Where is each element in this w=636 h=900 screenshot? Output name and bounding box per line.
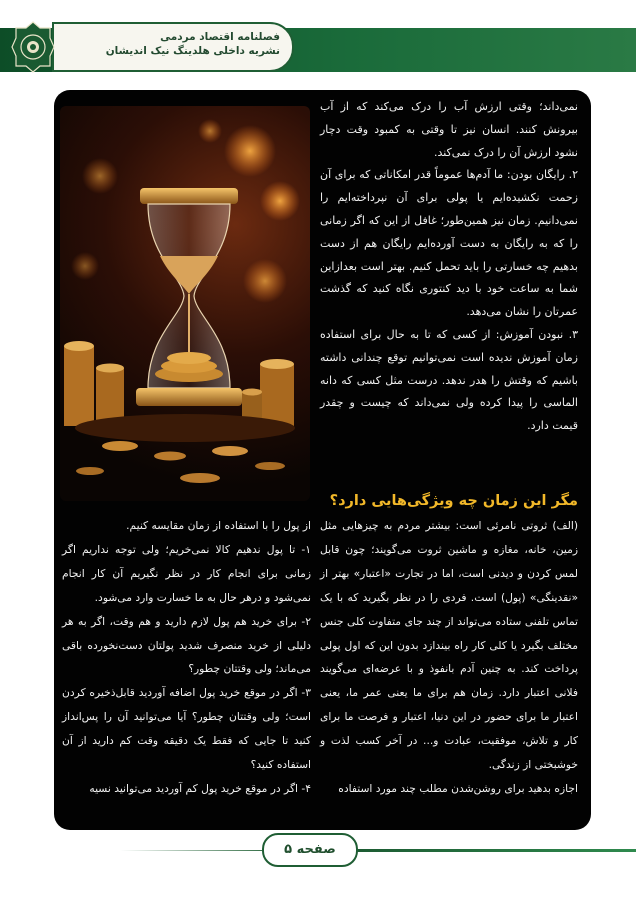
hourglass-coins-photo — [60, 106, 310, 501]
emblem-icon — [10, 20, 56, 74]
footer-divider-right — [350, 849, 636, 852]
footer-divider-left — [120, 850, 270, 851]
article-left-column — [62, 514, 311, 801]
section-heading: مگر این زمان چه ویژگی‌هایی دارد؟ — [329, 493, 578, 509]
paragraph: (الف) ثروتی نامرئی است: بیشتر مردم به چیزهایی مثل زمین، خانه، مغازه و ماشین ثروت می‌گویند؛ چون قابل لمس کردن و دیدنی است، اما در تجارت «اعتبار» بهتر از «نقدینگی» (پول) است. فردی را در نظر بگیرید که با یک تماس تلفنی ستاده می‌تواند از چند جای متفاوت کلی جنس مختلف بگیرد یا کلی کار راه بیندازد بدون این که اول پولی پرداخت کند. به چنین آدم بانفوذ و با عرضه‌ای می‌گویند فلانی اعتبار دارد. زمان هم برای ما یعنی عمر ما، یعنی اعتبار ما برای حضور در این دنیا، اعتبار و فرصت ما برای کار و تلاش، موفقیت، عبادت و... در آخر کسب لذت و خوشبختی از زندگی. — [320, 519, 578, 772]
paragraph: اجازه بدهید برای روشن‌شدن مطلب چند مورد استفاده — [338, 781, 578, 795]
paragraph: از پول را با استفاده از زمان مقایسه کنیم. — [126, 519, 311, 532]
article-right-column — [320, 514, 578, 801]
publisher-name: نشریه داخلی هلدینگ نیک اندیشان — [105, 45, 280, 57]
paragraph: نمی‌داند؛ وقتی ارزش آب را درک می‌کند که از آب بیرونش کنند. انسان نیز تا وقتی به کمبود وقت دچار نشود ارزش آن را درک نمی‌کند. — [320, 100, 578, 159]
paragraph: ۲. رایگان بودن: ما آدم‌ها عموماً قدر امکاناتی که برای آن زحمت نکشیده‌ایم یا پولی برای آن نپرداخته‌ایم را نمی‌دانیم. زمان نیز همین‌طور؛ غافل از این که اگر زمانی را که به رایگان به دست آورده‌ایم رایگان هم از دست بدهیم چه خسارتی را باید تحمل کنیم. بهتر است بعدازاین شما به ساعت خود با دید کنتوری نگاه کنید که گذشت عمرتان را نشان می‌دهد. — [320, 168, 578, 319]
paragraph: ۱- تا پول ندهیم کالا نمی‌خریم؛ ولی توجه نداریم اگر زمانی برای انجام کار در نظر نگیریم آن کار انجام نمی‌شود و درهر حال به ما خسارت وارد می‌شود. — [62, 542, 311, 604]
page-number: صفحه ۵ — [262, 833, 358, 867]
paragraph: ۴- اگر در موقع خرید پول کم آوردید می‌توانید نسیه — [89, 781, 311, 795]
magazine-name: فصلنامه اقتصاد مردمی — [160, 31, 280, 43]
header-title — [70, 30, 280, 58]
paragraph: ۳- اگر در موقع خرید پول اضافه آوردید قابل‌ذخیره کردن است؛ ولی وقتتان چطور؟ آیا می‌توانید آن را پس‌انداز کنید تا جایی که فقط یک دقیقه وقت کم دارید از آن استفاده کنید؟ — [62, 686, 311, 772]
paragraph: ۳. نبودن آموزش: از کسی که تا به حال برای استفاده زمان آموزش ندیده است نمی‌توانیم توقع چندانی داشته باشیم که وقتش را هدر ندهد. درست مثل کسی که دانه الماسی را پیدا کرده ولی نمی‌داند که چیست و چقدر قیمت دارد. — [320, 327, 578, 433]
paragraph: ۲- برای خرید هم پول لازم دارید و هم وقت، اگر به هر دلیلی از خرید منصرف شدید پولتان دست‌نخورده باقی می‌ماند؛ ولی وقتتان چطور؟ — [62, 614, 311, 676]
article-top-column — [320, 96, 578, 438]
